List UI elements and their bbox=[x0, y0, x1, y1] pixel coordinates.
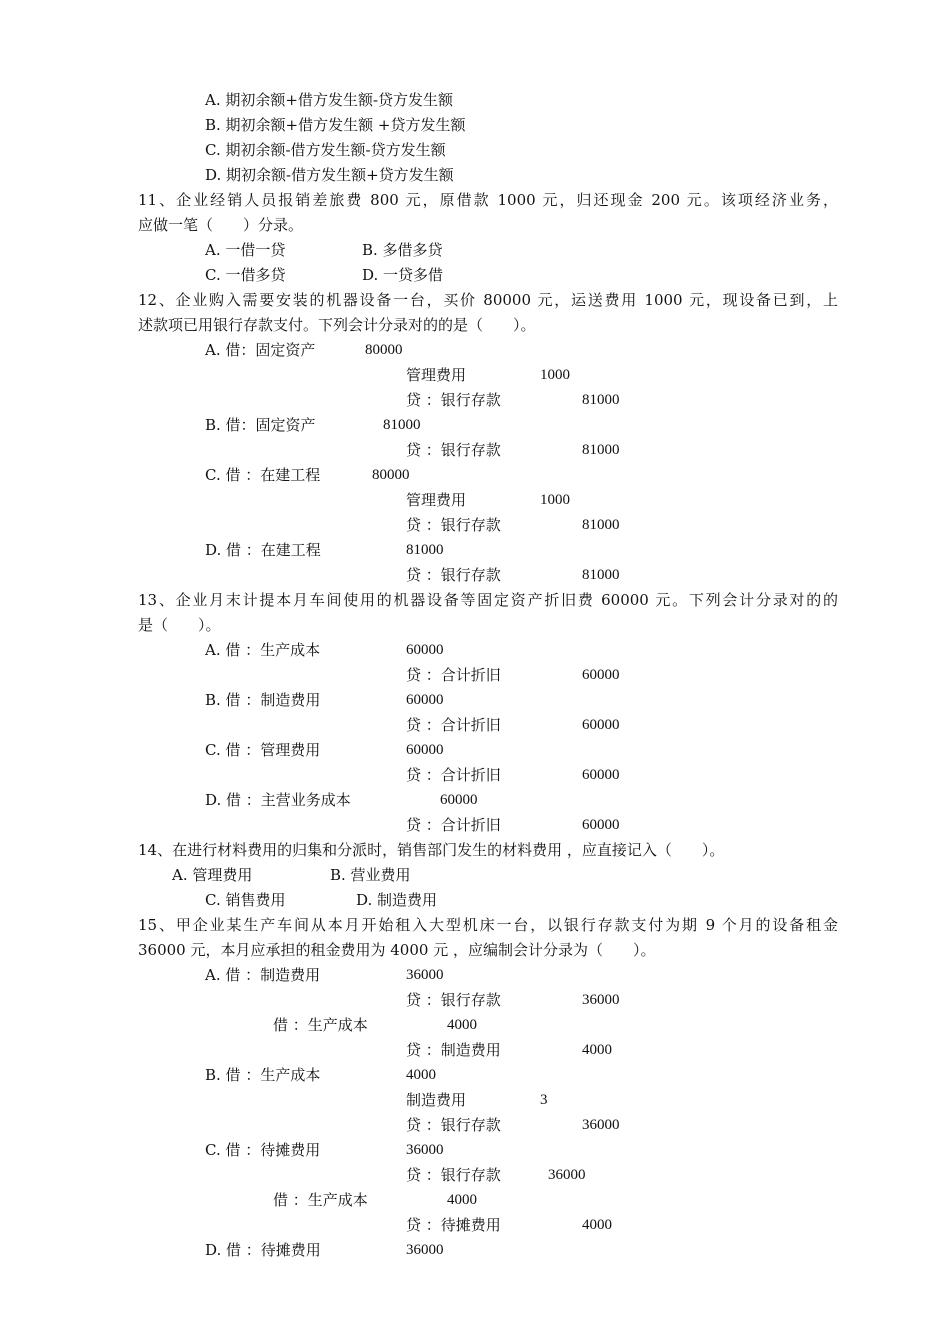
option-d: D. 期初余额-借方发生额+贷方发生额 bbox=[205, 166, 454, 184]
credit-account: 贷 ：银行存款 bbox=[406, 991, 501, 1009]
amount: 4000 bbox=[447, 1017, 477, 1033]
amount: 3 bbox=[540, 1092, 548, 1108]
account: 管理费用 bbox=[406, 491, 467, 509]
amount: 60000 bbox=[406, 642, 444, 658]
amount: 81000 bbox=[582, 517, 620, 533]
credit-account: 贷 ：制造费用 bbox=[406, 1041, 501, 1059]
option-d-entry: D. 借 ：在建工程 bbox=[205, 541, 321, 559]
question-13-text: 13、企业月末计提本月车间使用的机器设备等固定资产折旧费 60000 元。下列会计分录对的的 bbox=[138, 591, 838, 609]
option-b: B. 期初余额+借方发生额 +贷方发生额 bbox=[205, 116, 466, 134]
credit-account: 贷 ：合计折旧 bbox=[406, 816, 501, 834]
option-b: B. 多借多贷 bbox=[362, 241, 443, 259]
option-a-entry: A. 借：固定资产 bbox=[205, 341, 316, 359]
amount: 81000 bbox=[406, 542, 444, 558]
amount: 80000 bbox=[372, 467, 410, 483]
amount: 60000 bbox=[406, 742, 444, 758]
amount: 36000 bbox=[582, 992, 620, 1008]
debit-account: 借 ：生产成本 bbox=[273, 1016, 368, 1034]
amount: 36000 bbox=[406, 1242, 444, 1258]
account: 制造费用 bbox=[406, 1091, 467, 1109]
amount: 81000 bbox=[582, 567, 620, 583]
amount: 36000 bbox=[406, 1142, 444, 1158]
account: 管理费用 bbox=[406, 366, 467, 384]
amount: 60000 bbox=[582, 717, 620, 733]
amount: 80000 bbox=[365, 342, 403, 358]
option-a: A. 期初余额+借方发生额-贷方发生额 bbox=[205, 91, 454, 109]
option-b-entry: B. 借：固定资产 bbox=[205, 416, 316, 434]
amount: 60000 bbox=[440, 792, 478, 808]
credit-account: 贷 ：银行存款 bbox=[406, 1116, 501, 1134]
option-c: C. 期初余额-借方发生额-贷方发生额 bbox=[205, 141, 446, 159]
question-15-text: 15、甲企业某生产车间从本月开始租入大型机床一台，以银行存款支付为期 9 个月的设备租金 bbox=[138, 916, 838, 934]
amount: 4000 bbox=[447, 1192, 477, 1208]
option-b: B. 营业费用 bbox=[330, 866, 411, 884]
option-a: A. 管理费用 bbox=[172, 866, 253, 884]
credit-account: 贷 ：银行存款 bbox=[406, 566, 501, 584]
amount: 81000 bbox=[383, 417, 421, 433]
option-c-entry: C. 借 ：管理费用 bbox=[205, 741, 321, 759]
amount: 4000 bbox=[582, 1217, 612, 1233]
amount: 4000 bbox=[406, 1067, 436, 1083]
amount: 60000 bbox=[582, 667, 620, 683]
question-15-text-cont: 36000 元，本月应承担的租金费用为 4000 元 ，应编制会计分录为（ ）。 bbox=[138, 941, 656, 959]
credit-account: 贷 ：合计折旧 bbox=[406, 666, 501, 684]
option-c-entry: C. 借 ：待摊费用 bbox=[205, 1141, 321, 1159]
option-a-entry: A. 借 ：生产成本 bbox=[205, 641, 321, 659]
option-c: C. 一借多贷 bbox=[205, 266, 286, 284]
credit-account: 贷 ：待摊费用 bbox=[406, 1216, 501, 1234]
amount: 4000 bbox=[582, 1042, 612, 1058]
question-12-text: 12、企业购入需要安装的机器设备一台，买价 80000 元，运送费用 1000 元，现设备已到，上 bbox=[138, 291, 838, 309]
amount: 81000 bbox=[582, 442, 620, 458]
credit-account: 贷 ：银行存款 bbox=[406, 391, 501, 409]
amount: 81000 bbox=[582, 392, 620, 408]
option-d: D. 制造费用 bbox=[356, 891, 438, 909]
amount: 60000 bbox=[582, 817, 620, 833]
option-d-entry: D. 借 ：主营业务成本 bbox=[205, 791, 351, 809]
amount: 36000 bbox=[548, 1167, 586, 1183]
option-b-entry: B. 借 ：制造费用 bbox=[205, 691, 321, 709]
option-c: C. 销售费用 bbox=[205, 891, 286, 909]
amount: 1000 bbox=[540, 492, 570, 508]
question-14-text: 14、在进行材料费用的归集和分派时，销售部门发生的材料费用 ，应直接记入（ ）。 bbox=[138, 841, 725, 859]
credit-account: 贷 ：银行存款 bbox=[406, 441, 501, 459]
credit-account: 贷 ：合计折旧 bbox=[406, 766, 501, 784]
option-d-entry: D. 借 ：待摊费用 bbox=[205, 1241, 321, 1259]
credit-account: 贷 ：银行存款 bbox=[406, 516, 501, 534]
question-11-text: 11、企业经销人员报销差旅费 800 元，原借款 1000 元，归还现金 200 元。该项经济业务， bbox=[138, 191, 838, 209]
option-b-entry: B. 借 ：生产成本 bbox=[205, 1066, 321, 1084]
amount: 60000 bbox=[406, 692, 444, 708]
amount: 36000 bbox=[582, 1117, 620, 1133]
option-d: D. 一贷多借 bbox=[362, 266, 444, 284]
option-c-entry: C. 借 ：在建工程 bbox=[205, 466, 321, 484]
amount: 60000 bbox=[582, 767, 620, 783]
credit-account: 贷 ：合计折旧 bbox=[406, 716, 501, 734]
amount: 1000 bbox=[540, 367, 570, 383]
option-a: A. 一借一贷 bbox=[205, 241, 286, 259]
option-a-entry: A. 借 ：制造费用 bbox=[205, 966, 321, 984]
credit-account: 贷 ：银行存款 bbox=[406, 1166, 501, 1184]
amount: 36000 bbox=[406, 967, 444, 983]
question-11-text-cont: 应做一笔（ ）分录。 bbox=[138, 216, 304, 234]
question-13-text-cont: 是（ ）。 bbox=[138, 616, 221, 634]
debit-account: 借 ：生产成本 bbox=[273, 1191, 368, 1209]
question-12-text-cont: 述款项已用银行存款支付。下列会计分录对的的是（ ）。 bbox=[138, 316, 536, 334]
